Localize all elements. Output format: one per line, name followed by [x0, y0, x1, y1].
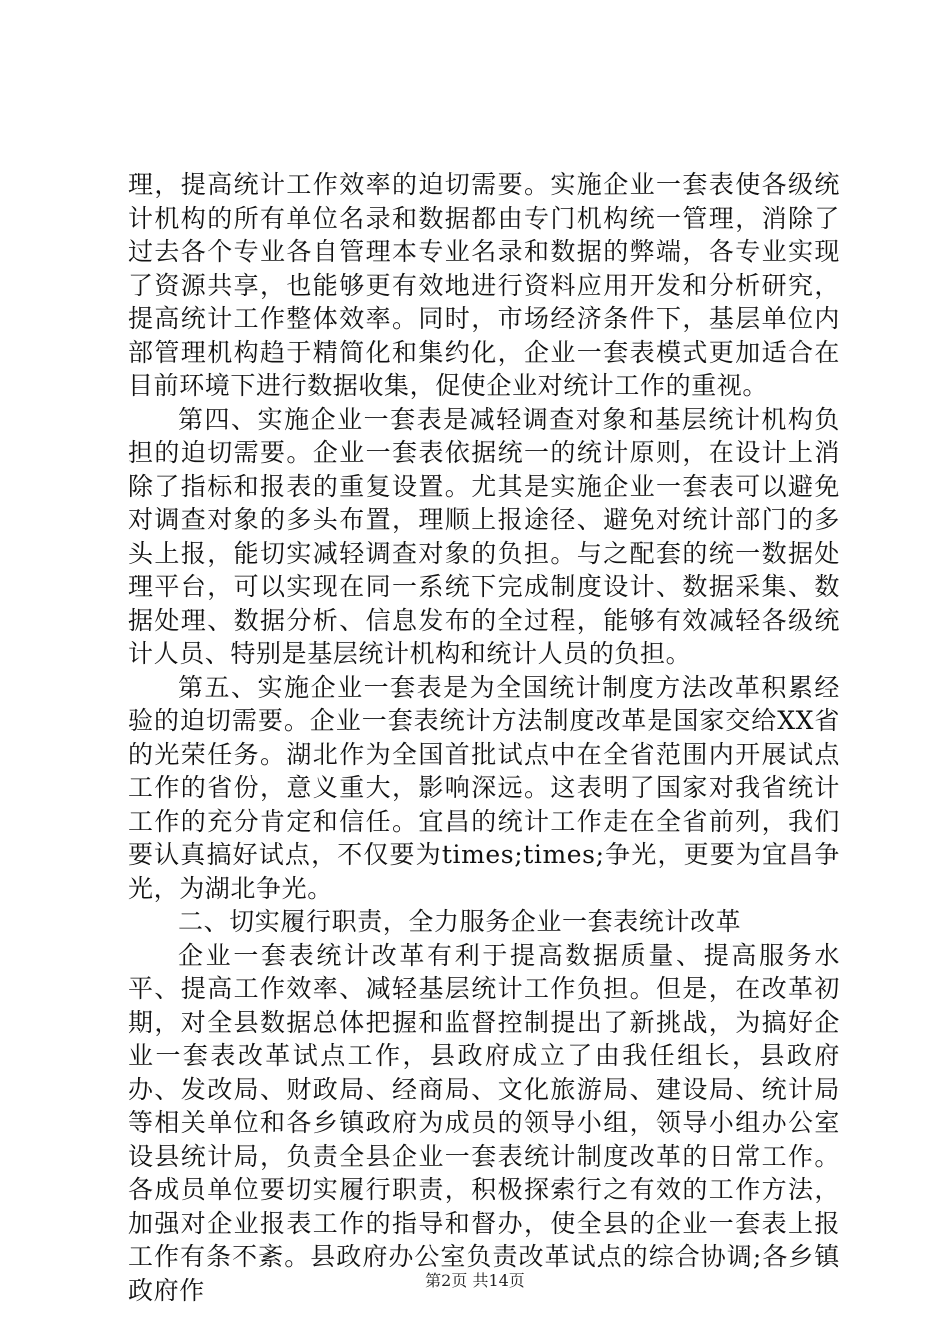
paragraph-3: 第五、实施企业一套表是为全国统计制度方法改革积累经验的迫切需要。企业一套表统计方法制度改革是国家交给XX省的光荣任务。湖北作为全国首批试点中在全省范围内开展试点工作的省份，意义重大，影响深远。这表明了国家对我省统计工作的充分肯定和信任。宜昌的统计工作走在全省前列，我们要认真搞好试点，不仅要为times;times;争光，更要为宜昌争光，为湖北争光。 [128, 672, 840, 903]
paragraph-1: 理，提高统计工作效率的迫切需要。实施企业一套表使各级统计机构的所有单位名录和数据都由专门机构统一管理，消除了过去各个专业各自管理本专业名录和数据的弊端，各专业实现了资源共享，也能够更有效地进行资料应用开发和分析研究，提高统计工作整体效率。同时，市场经济条件下，基层单位内部管理机构趋于精简化和集约化，企业一套表模式更加适合在目前环境下进行数据收集，促使企业对统计工作的重视。 [128, 170, 840, 400]
paragraph-4: 企业一套表统计改革有利于提高数据质量、提高服务水平、提高工作效率、减轻基层统计工作负担。但是，在改革初期，对全县数据总体把握和监督控制提出了新挑战，为搞好企业一套表改革试点工作，县政府成立了由我任组长，县政府办、发改局、财政局、经商局、文化旅游局、建设局、统计局等相关单位和各乡镇政府为成员的领导小组，领导小组办公室设县统计局，负责全县企业一套表统计制度改革的日常工作。各成员单位要切实履行职责，积极探索行之有效的工作方法，加强对企业报表工作的指导和督办，使全县的企业一套表上报工作有条不紊。县政府办公室负责改革试点的综合协调;各乡镇政府作 [128, 940, 840, 1305]
section-heading: 二、切实履行职责，全力服务企业一套表统计改革 [178, 907, 742, 936]
document-body [128, 168, 840, 1307]
page-number-footer: 第2页 共14页 [425, 1271, 525, 1290]
paragraph-2: 第四、实施企业一套表是减轻调查对象和基层统计机构负担的迫切需要。企业一套表依据统一的统计原则，在设计上消除了指标和报表的重复设置。尤其是实施企业一套表可以避免对调查对象的多头布置，理顺上报途径、避免对统计部门的多头上报，能切实减轻调查对象的负担。与之配套的统一数据处理平台，可以实现在同一系统下完成制度设计、数据采集、数据处理、数据分析、信息发布的全过程，能够有效减轻各级统计人员、特别是基层统计机构和统计人员的负担。 [128, 404, 840, 668]
